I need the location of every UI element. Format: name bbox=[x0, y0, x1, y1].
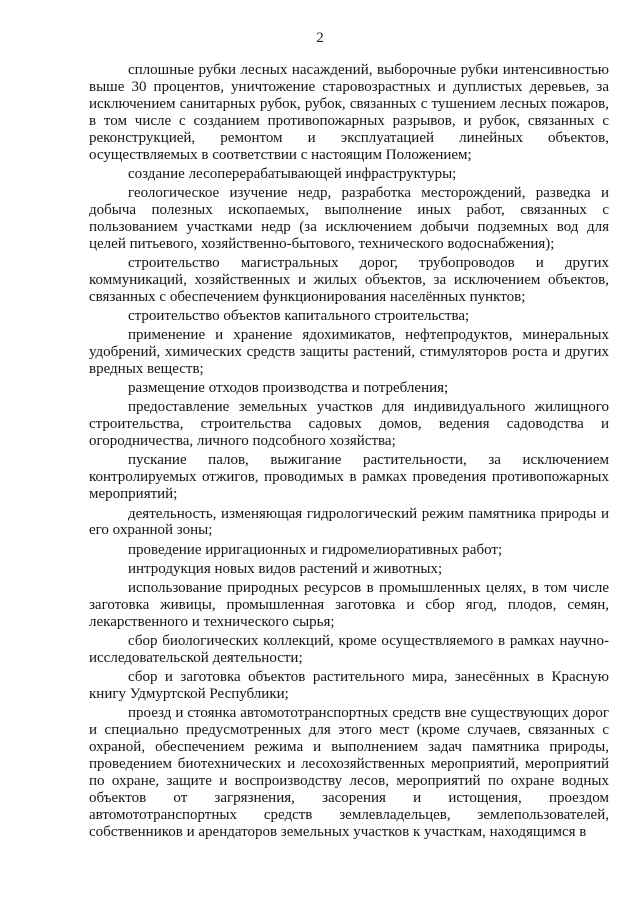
list-item: интродукция новых видов растений и животных; bbox=[128, 560, 443, 577]
list-item: размещение отходов производства и потребления; bbox=[128, 380, 449, 397]
list-item: использование природных ресурсов в промышленных целях, в том числе заготовка живицы, промышленная заготовка и сбор ягод, плодов, семян, лекарственного и технического сырья; bbox=[89, 579, 609, 630]
list-item: проведение ирригационных и гидромелиоративных работ; bbox=[128, 541, 503, 558]
list-item: проезд и стоянка автомототранспортных средств вне существующих дорог и специально предусмотренных для этого мест (кроме случаев, связанных с охраной, обеспечением режима и выполнением задач памятника природы, проведением биотехнических и лесохозяйственных мероприятий, мероприятий по охране, защите и воспроизводству лесов, мероприятий по охране водных объектов от загрязнения, засорения и истощения, проездом автомототранспортных средств землевладельцев, землепользователей, собственников и арендаторов земельных участков к участкам, находящимся в bbox=[89, 705, 609, 840]
list-item: предоставление земельных участков для индивидуального жилищного строительства, строительства садовых домов, ведения садоводства и огородничества, личного подсобного хозяйства; bbox=[89, 399, 609, 450]
list-item: сбор биологических коллекций, кроме осуществляемого в рамках научно-исследовательской деятельности; bbox=[89, 632, 609, 666]
list-item: деятельность, изменяющая гидрологический режим памятника природы и его охранной зоны; bbox=[89, 505, 609, 539]
list-item: сбор и заготовка объектов растительного мира, занесённых в Красную книгу Удмуртской Республики; bbox=[89, 669, 609, 702]
list-item: применение и хранение ядохимикатов, нефтепродуктов, минеральных удобрений, химических средств защиты растений, стимуляторов роста и других вредных веществ; bbox=[89, 327, 609, 378]
page-number: 2 bbox=[316, 30, 324, 46]
list-item: пускание палов, выжигание растительности, за исключением контролируемых отжигов, проводимых в рамках проведения противопожарных мероприятий; bbox=[89, 452, 609, 503]
list-item: строительство магистральных дорог, трубопроводов и других коммуникаций, хозяйственных и жилых объектов, за исключением объектов, связанных с обеспечением функционирования населённых пунктов; bbox=[89, 255, 609, 305]
list-item: создание лесоперерабатывающей инфраструктуры; bbox=[128, 165, 457, 182]
list-item: строительство объектов капитального строительства; bbox=[128, 308, 470, 325]
list-item: сплошные рубки лесных насаждений, выборочные рубки интенсивностью выше 30 процентов, уничтожение старовозрастных и дуплистых деревьев, за исключением санитарных рубок, рубок, связанных с тушением лесных пожаров, в том числе с созданием противопожарных разрывов, и рубок, связанных с реконструкцией, ремонтом и эксплуатацией линейных объектов, осуществляемых в соответствии с настоящим Положением; bbox=[89, 62, 609, 163]
document-body bbox=[89, 62, 609, 843]
list-item: геологическое изучение недр, разработка месторождений, разведка и добыча полезных ископаемых, выполнение иных работ, связанных с пользованием участками недр (за исключением добычи подземных вод для целей питьевого, хозяйственно-бытового, технического водоснабжения); bbox=[89, 185, 609, 252]
